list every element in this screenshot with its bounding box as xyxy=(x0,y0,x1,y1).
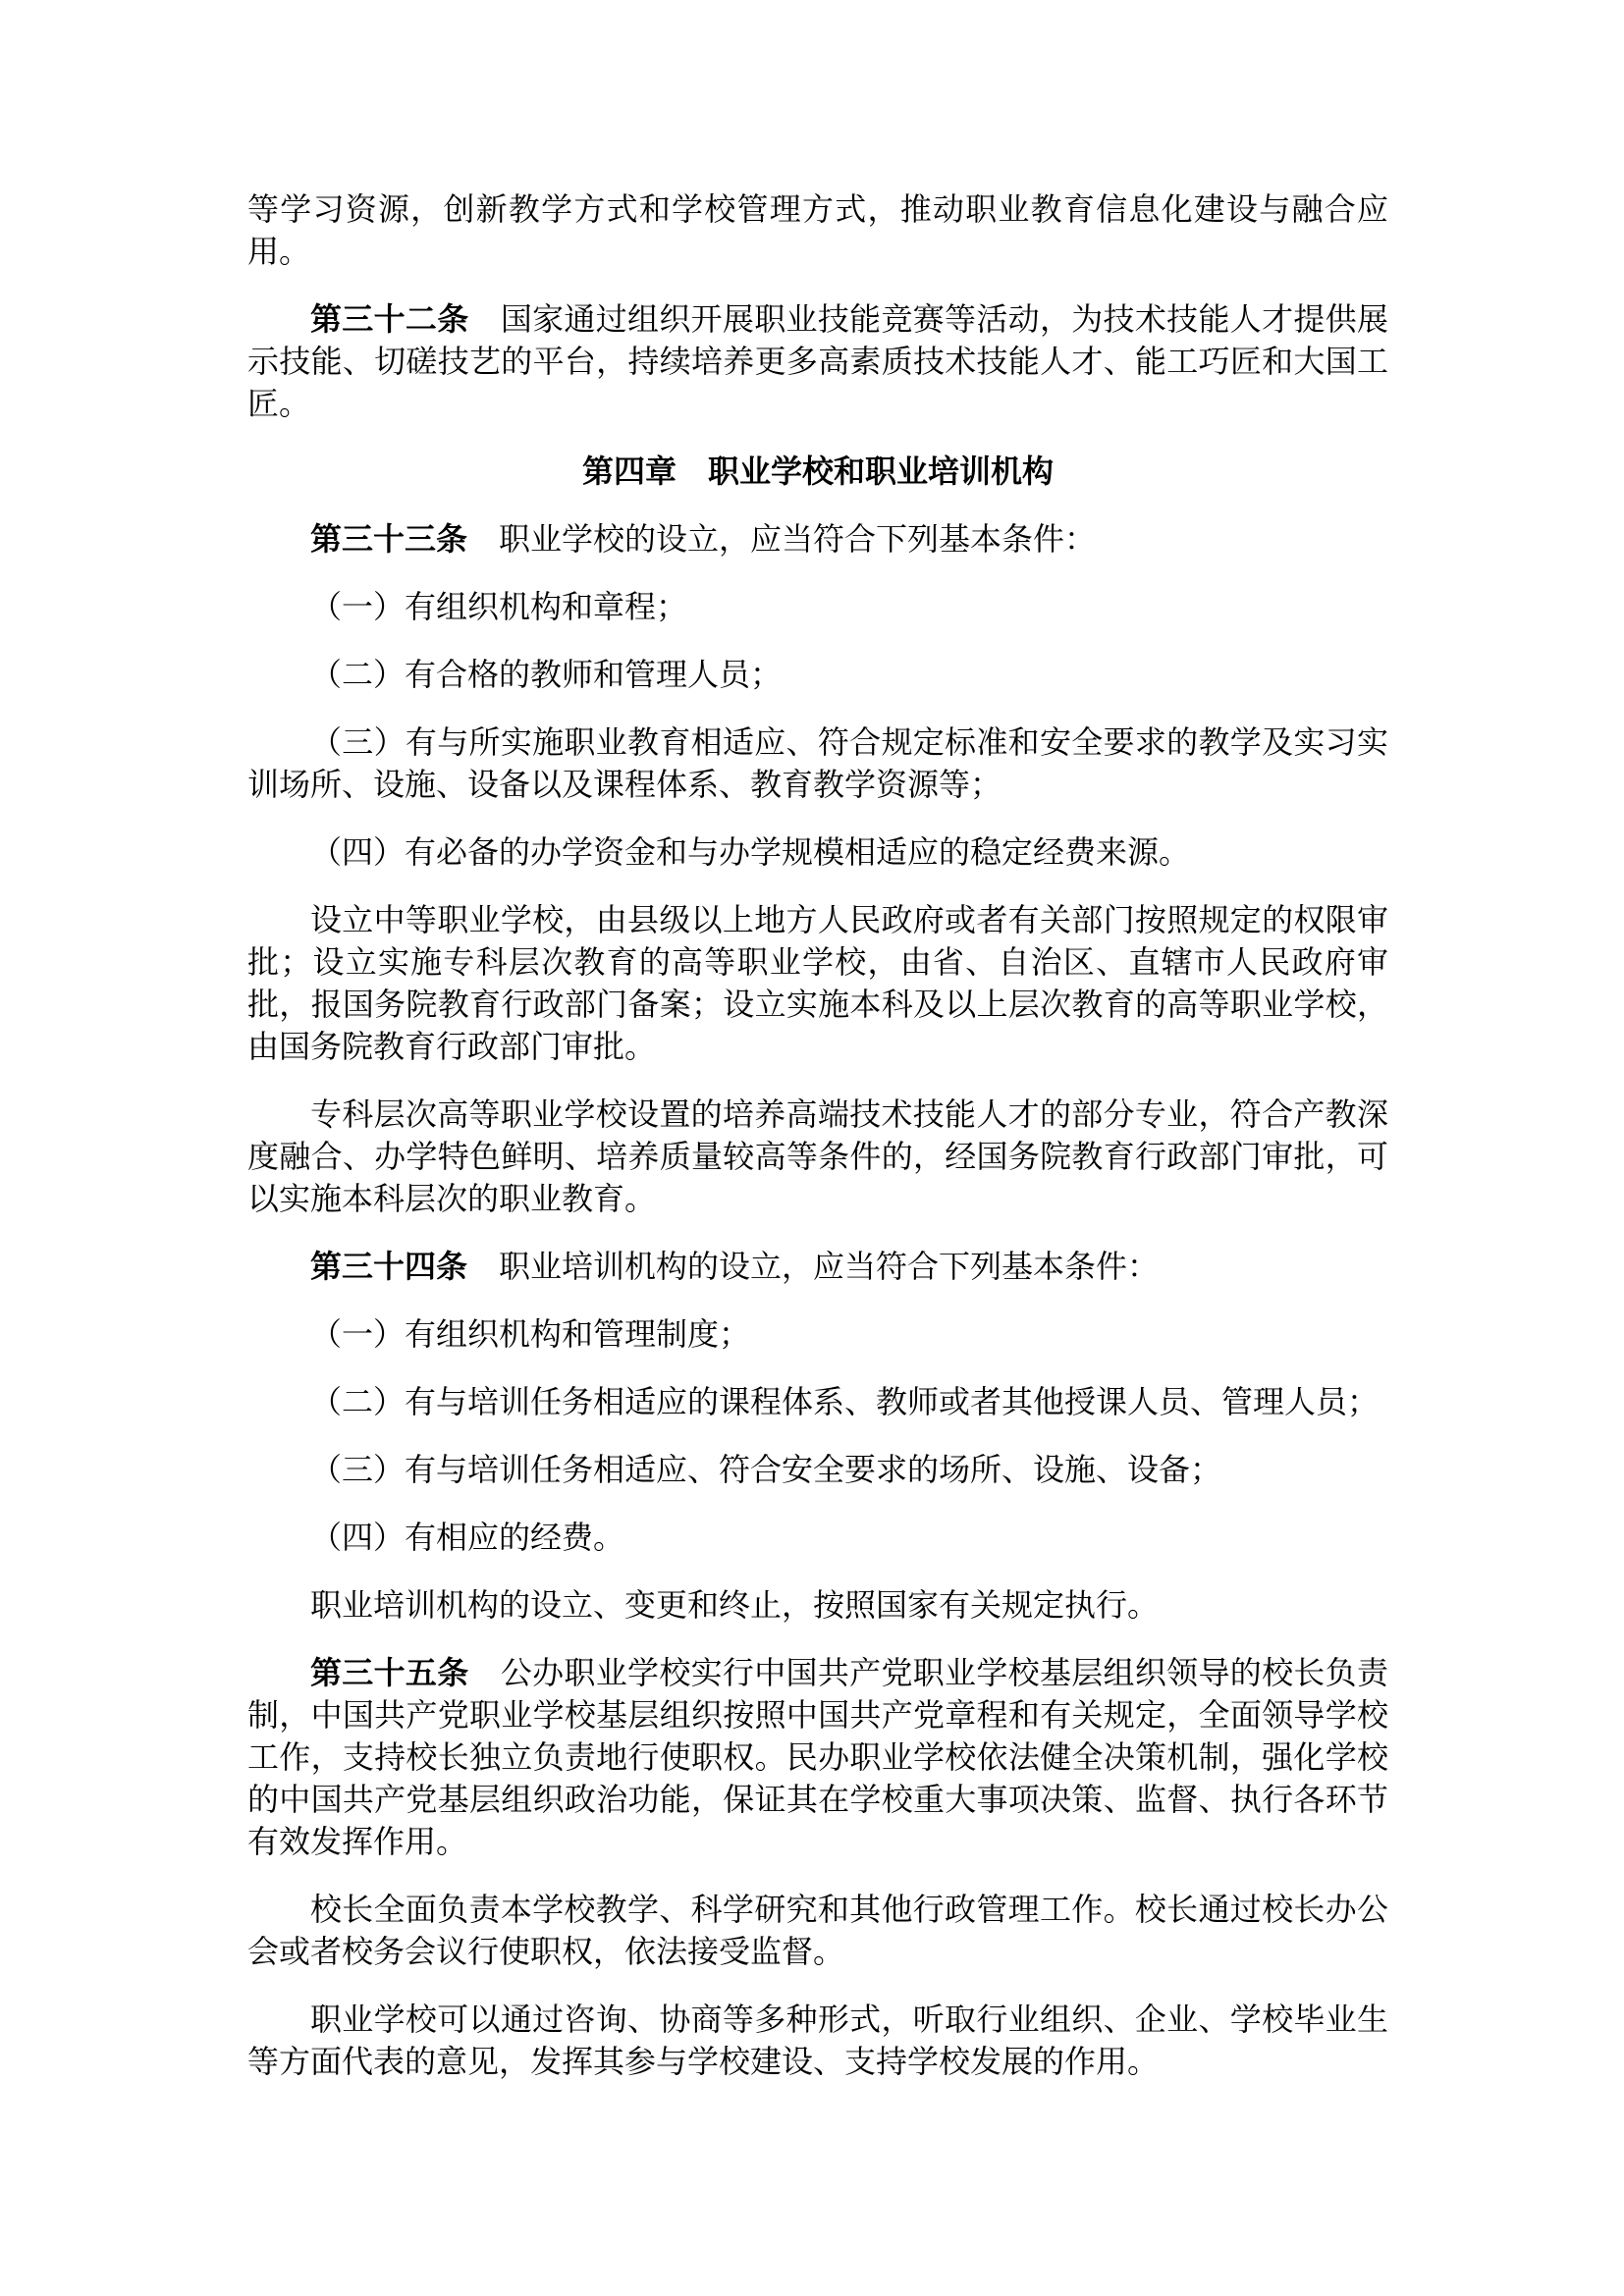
chapter-heading: 第四章 职业学校和职业培训机构 xyxy=(581,453,1054,490)
paragraph: 校长全面负责本学校教学、科学研究和其他行政管理工作。校长通过校长办公会或者校务会议行使职权，依法接受监督。 xyxy=(247,1891,1388,1970)
paragraph: 职业培训机构的设立、变更和终止，按照国家有关规定执行。 xyxy=(310,1586,1160,1624)
article-32 xyxy=(247,298,1388,425)
article-number: 第三十五条 xyxy=(310,1654,469,1691)
article-text: 职业学校的设立，应当符合下列基本条件： xyxy=(499,520,1097,558)
article-text: 公办职业学校实行中国共产党职业学校基层组织领导的校长负责制，中国共产党职业学校基层组织按照中国共产党章程和有关规定，全面领导学校工作，支持校长独立负责地行使职权。民办职业学校依法健全决策机制，强化学校的中国共产党基层组织政治功能，保证其在学校重大事项决策、监督、执行各环节有效发挥作用。 xyxy=(247,1654,1388,1860)
article-35 xyxy=(247,1652,1388,1863)
paragraph-text: 等学习资源，创新教学方式和学校管理方式，推动职业教育信息化建设与融合应用。 xyxy=(247,190,1388,270)
list-item: （一）有组织机构和管理制度； xyxy=(310,1315,751,1353)
paragraph: 专科层次高等职业学校设置的培养高端技术技能人才的部分专业，符合产教深度融合、办学特色鲜明、培养质量较高等条件的，经国务院教育行政部门审批，可以实施本科层次的职业教育。 xyxy=(247,1095,1388,1217)
document-page xyxy=(247,188,1388,2109)
list-item: （一）有组织机构和章程； xyxy=(310,588,688,625)
article-33 xyxy=(247,518,1388,561)
list-item: （三）有与所实施职业教育相适应、符合规定标准和安全要求的教学及实习实训场所、设施、设备以及课程体系、教育教学资源等； xyxy=(247,723,1388,803)
paragraph-continuation xyxy=(247,188,1388,273)
list-item: （四）有必备的办学资金和与办学规模相适应的稳定经费来源。 xyxy=(310,833,1191,871)
article-number: 第三十三条 xyxy=(310,520,468,558)
list-item: （二）有合格的教师和管理人员； xyxy=(310,656,783,693)
article-text: 职业培训机构的设立，应当符合下列基本条件： xyxy=(499,1248,1160,1285)
list-item: （二）有与培训任务相适应的课程体系、教师或者其他授课人员、管理人员； xyxy=(310,1383,1380,1420)
paragraph: 设立中等职业学校，由县级以上地方人民政府或者有关部门按照规定的权限审批；设立实施专科层次教育的高等职业学校，由省、自治区、直辖市人民政府审批，报国务院教育行政部门备案；设立实施本科及以上层次教育的高等职业学校，由国务院教育行政部门审批。 xyxy=(247,901,1388,1065)
paragraph: 职业学校可以通过咨询、协商等多种形式，听取行业组织、企业、学校毕业生等方面代表的意见，发挥其参与学校建设、支持学校发展的作用。 xyxy=(247,2001,1388,2080)
article-number: 第三十四条 xyxy=(310,1248,468,1285)
article-34 xyxy=(247,1246,1388,1288)
article-text: 国家通过组织开展职业技能竞赛等活动，为技术技能人才提供展示技能、切磋技艺的平台，持续培养更多高素质技术技能人才、能工巧匠和大国工匠。 xyxy=(247,300,1388,422)
list-item: （四）有相应的经费。 xyxy=(310,1519,625,1556)
list-item: （三）有与培训任务相适应、符合安全要求的场所、设施、设备； xyxy=(310,1451,1222,1488)
article-number: 第三十二条 xyxy=(310,300,469,338)
